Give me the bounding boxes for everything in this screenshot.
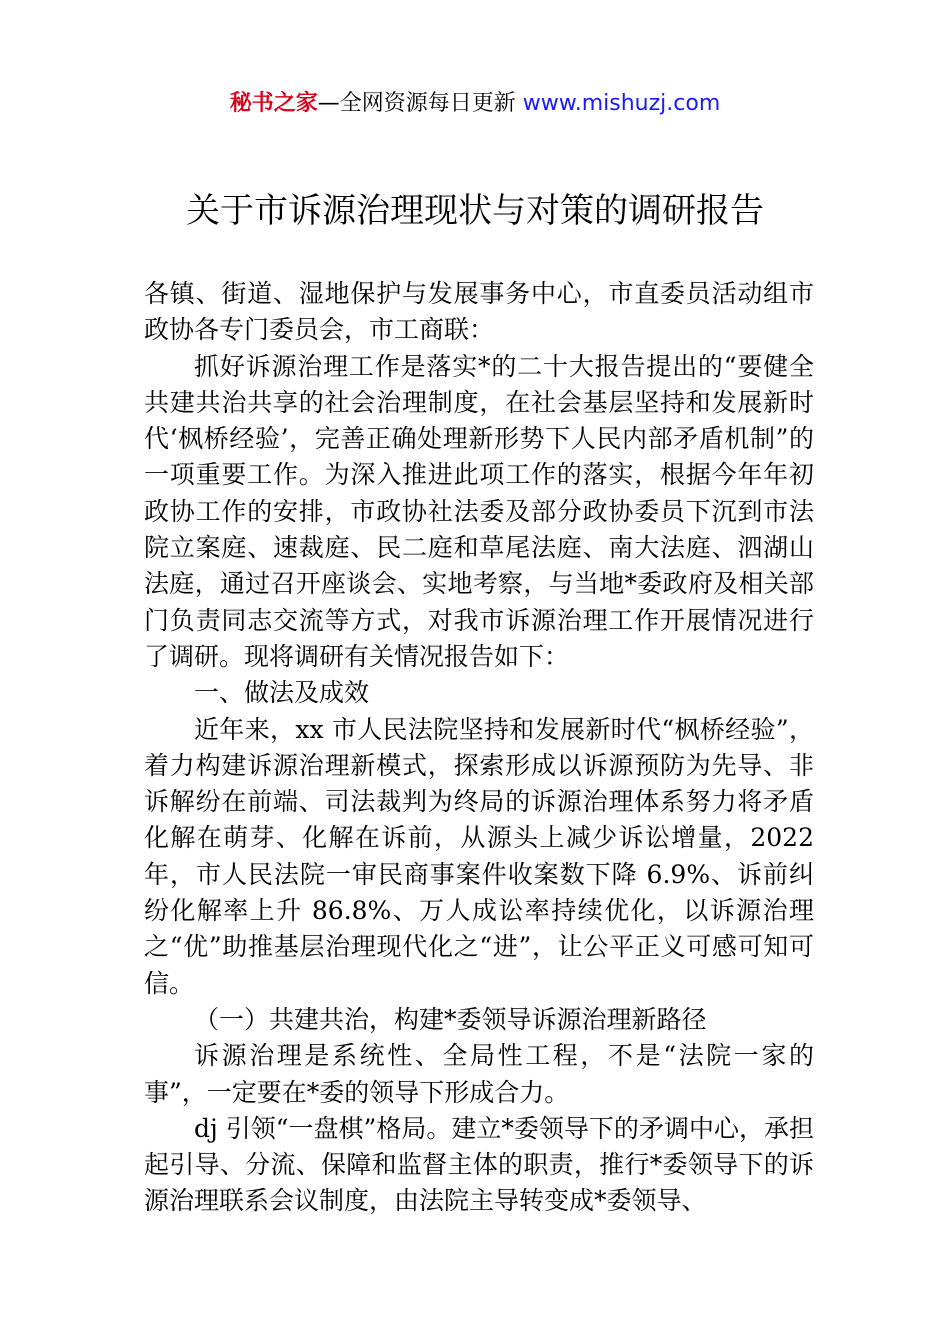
paragraph-system: 诉源治理是系统性、全局性工程，不是“法院一家的事”，一定要在*委的领导下形成合力。 xyxy=(144,1041,814,1107)
site-header xyxy=(0,88,950,120)
paragraph-results: 近年来，xx 市人民法院坚持和发展新时代“枫桥经验”，着力构建诉源治理新模式，探索形成以诉源预防为先导、非诉解纷在前端、司法裁判为终局的诉源治理体系努力将矛盾化解在萌芽、化解在诉前，从源头上减少诉讼增量，2022 年，市人民法院一审民商事案件收案数下降 6.9%、诉前纠纷化解率上升 86.8%、万人成讼率持续优化，以诉源治理之“优”助推基层治理现代化之“进”，让公平正义可感可知可信。 xyxy=(144,714,814,998)
salutation: 各镇、街道、湿地保护与发展事务中心，市直委员活动组市政协各专门委员会，市工商联： xyxy=(144,279,814,345)
document-body xyxy=(144,276,814,1220)
section-heading-1: 一、做法及成效 xyxy=(194,678,370,708)
document-title: 关于市诉源治理现状与对策的调研报告 xyxy=(186,191,764,231)
paragraph-intro: 抓好诉源治理工作是落实*的二十大报告提出的“要健全共建共治共享的社会治理制度，在社会基层坚持和发展新时代‘枫桥经验’，完善正确处理新形势下人民内部矛盾机制”的一项重要工作。为深入推进此项工作的落实，根据今年年初政协工作的安排，市政协社法委及部分政协委员下沉到市法院立案庭、速裁庭、民二庭和草尾法庭、南大法庭、泗湖山法庭，通过召开座谈会、实地考察，与当地*委政府及相关部门负责同志交流等方式，对我市诉源治理工作开展情况进行了调研。现将调研有关情况报告如下： xyxy=(144,351,814,671)
paragraph-leadership: dj 引领“一盘棋”格局。建立*委领导下的矛调中心，承担起引导、分流、保障和监督主体的职责，推行*委领导下的诉源治理联系会议制度，由法院主导转变成*委领导、 xyxy=(144,1113,814,1216)
brand-name: 秘书之家 xyxy=(229,91,318,116)
header-tagline: —全网资源每日更新 xyxy=(317,91,523,116)
subsection-heading-1: （一）共建共治，构建*委领导诉源治理新路径 xyxy=(194,1004,707,1034)
site-url[interactable]: www.mishuzj.com xyxy=(522,91,721,116)
